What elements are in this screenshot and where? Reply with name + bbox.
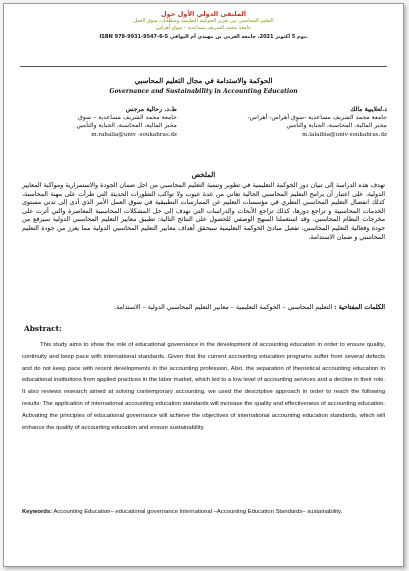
paper-title-arabic: الحوكمة والاستدامة في مجال التعليم المحاسبي: [134, 76, 273, 85]
author-name: د.لعلايبية مالك: [350, 106, 387, 113]
header-divider: [20, 66, 387, 67]
english-keywords-label: Keywords:: [22, 509, 53, 515]
paper-page: [3, 3, 404, 567]
arabic-abstract-heading: الملخص: [191, 170, 216, 179]
conference-title: الملتقى الدولي الأول حول: [160, 10, 246, 18]
conference-date: يوم 5 أكتوبر 2021، جامعة العربي بن مهيدي أم البواقي،: [169, 34, 308, 40]
conference-subtitle: التعليم المحاسبي بين تعزيز الحوكمة التعليمية ومتطلبات سوق العمل: [133, 18, 274, 24]
arabic-abstract-body: تهدف هذه الدراسة إلى تبيان دور الحوكمة التعليمية في تطوير وتنمية التعليم المحاسبي من اجل ضمان الجودة والاستمرارية ومواكبة المعايير الدولية، على اعتبار أن برامج التعليم المحاسبي الحالية تعاني من عدة عيوب ولا تواكب التطورات الحديثة التي طرأت على مهنة المحاسبة، كذلك انفصال التعليم المحاسبي النظري في مؤسسات التعليم عن الممارسات التطبيقية في سوق العمل الأمر الذي أدى إلى تدني مستوى الخدمات المحاسبية و تراجع دورها، كذلك تراجع الأبحاث والدراسات التي تهدف إلى حل المشكلات المحاسبية المعاصرة والتي أثرت على مخرجات النظام المحاسبي. وقد استعملنا المنهج الوصفي للحصول على النتائج التالية: تطبيق معايير التعليم المحاسبي الدولية سيرفع من جودة وفعالية التعليم المحاسبي، تفعيل مبادئ الحوكمة التعليمية سيحقق أهداف معايير التعليم المحاسبي الدولية مما يعزز من جودة التعليم المحاسبي و ضمان الاستدامة.: [22, 182, 385, 241]
author-name: ط.د. رحالية مرجس: [125, 106, 177, 113]
author-lab: مخبر المالية، المحاسبة، الجباية والتأمين: [286, 122, 387, 130]
paper-titles: [4, 76, 403, 95]
paper-title-english: Governance and Sustainability in Accounting Education: [109, 88, 298, 95]
author-affiliation: جامعة محمد الشريف مساعدية – سوق: [78, 114, 177, 122]
author-email[interactable]: m.rahalia@univ -soukahras.dz: [91, 131, 177, 138]
author-affiliation: جامعة محمد الشريف مساعدية -سوق أهراس- أهراس-: [247, 114, 387, 122]
english-keywords-list: Accounting Education– educational governance International –Accounting Education Standards– sustainability.: [53, 509, 343, 515]
author-lab: مخبر المالية، المحاسبة، الجباية والتأمين: [76, 122, 177, 130]
arabic-keywords: [22, 304, 385, 313]
author-block-2: [17, 106, 177, 139]
arabic-keywords-list: التعليم المحاسبي – الحوكمة التعليمية – معايير التعليم المحاسبي الدولية – الاستدامة.: [114, 304, 333, 311]
isbn-number: ISBN 978-9931-9547-6-5: [99, 34, 169, 40]
english-abstract-heading: Abstract:: [24, 324, 62, 333]
arabic-keywords-label: الكلمات المفتاحية :: [334, 304, 385, 311]
conference-university: جامعة محمد الشريف مساعدية - سوق أهراس: [155, 25, 252, 31]
english-keywords: [22, 507, 385, 519]
english-abstract-body: This study aims to show the role of educational governance in the development of accounting education in order to ensure quality, continuity and keep pace with international standards. Given that the current accounting education programs suffer from several defects and do not keep pace with recent developments in the accounting profession, Also, the separation of theoretical accounting education in educational institutions from applied practices in the labor market, which led to a low level of accounting services and a decline in their role. It also reviews research aimed at solving contemporary accounting, we used the descriptive approach in order to reach the following results: The application of international accounting education standards will increase the quality and effectiveness of accounting education. Activating the principles of educational governance will achieve the objectives of international accounting education standards, which will enhance the quality of accounting education and ensure sustainability.: [22, 342, 385, 431]
conference-header: [4, 10, 403, 40]
author-email[interactable]: m.lalaibia@univ-soukahras.dz: [302, 131, 387, 138]
author-block-1: [227, 106, 387, 139]
conference-date-isbn: [4, 34, 403, 40]
